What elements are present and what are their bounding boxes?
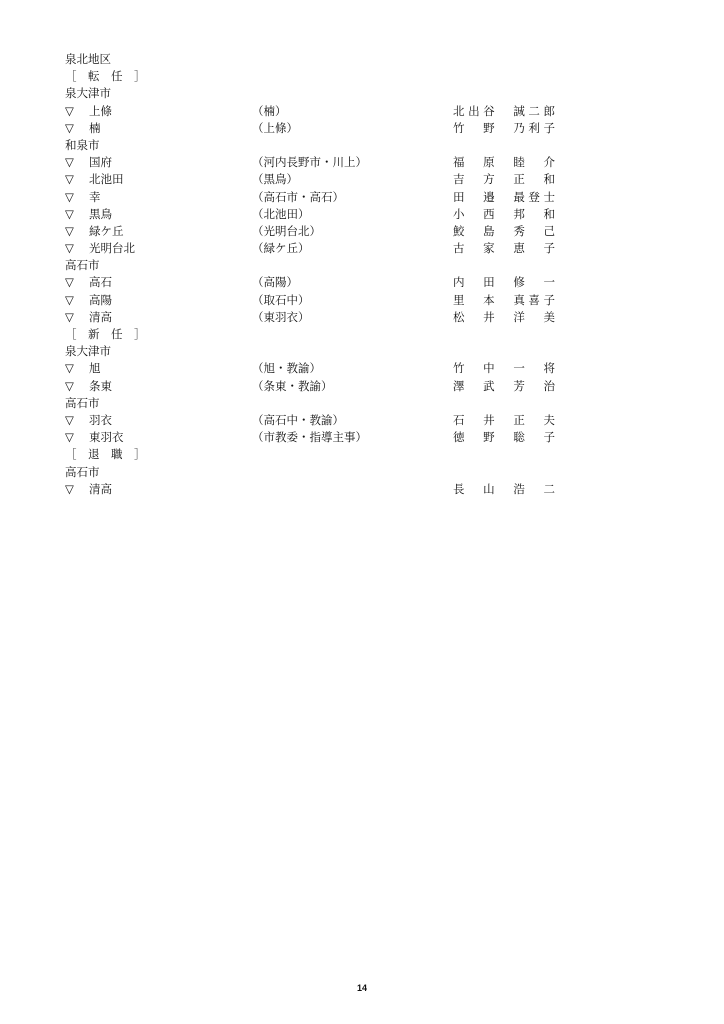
person-name: 北出谷 誠二郎: [453, 103, 555, 118]
triangle-marker-icon: ▽: [65, 309, 74, 324]
person-name: 澤 武 芳 治: [453, 378, 555, 393]
school-name: 国府: [89, 155, 112, 170]
triangle-marker-icon: ▽: [65, 292, 74, 307]
personnel-entry: [65, 412, 565, 429]
triangle-marker-icon: ▽: [65, 172, 74, 187]
triangle-marker-icon: ▽: [65, 120, 74, 135]
person-name: 吉 方 正 和: [453, 172, 555, 187]
personnel-entry: [65, 223, 565, 240]
school-name: 上條: [89, 103, 112, 118]
personnel-entry: [65, 360, 565, 377]
personnel-entry: [65, 240, 565, 257]
page-number: 14: [356, 983, 367, 993]
person-name: 長 山 浩 二: [453, 481, 555, 496]
person-name: 福 原 睦 介: [453, 155, 555, 170]
section-heading: 高石市: [65, 464, 100, 479]
personnel-entry: [65, 206, 565, 223]
school-name: 緑ケ丘: [89, 223, 124, 238]
person-name: 竹 野 乃利子: [453, 120, 555, 135]
personnel-entry: [65, 309, 565, 326]
personnel-entry: [65, 378, 565, 395]
section-heading: ［ 転 任 ］: [65, 69, 146, 84]
triangle-marker-icon: ▽: [65, 241, 74, 256]
previous-post: （旭・教諭）: [252, 361, 321, 376]
section-heading: 泉大津市: [65, 86, 111, 101]
school-name: 清高: [89, 309, 112, 324]
triangle-marker-icon: ▽: [65, 275, 74, 290]
triangle-marker-icon: ▽: [65, 223, 74, 238]
triangle-marker-icon: ▽: [65, 378, 74, 393]
person-name: 里 本 真喜子: [453, 292, 555, 307]
personnel-entry: [65, 429, 565, 446]
previous-post: （条東・教諭）: [252, 378, 333, 393]
personnel-entry: [65, 189, 565, 206]
section-heading: 泉大津市: [65, 344, 111, 359]
school-name: 楠: [89, 120, 101, 135]
school-name: 光明台北: [89, 241, 135, 256]
previous-post: （光明台北）: [252, 223, 321, 238]
person-name: 内 田 修 一: [453, 275, 555, 290]
previous-post: （上條）: [252, 120, 298, 135]
section-heading: 泉北地区: [65, 52, 111, 66]
person-name: 石 井 正 夫: [453, 412, 555, 427]
personnel-entry: [65, 154, 565, 171]
personnel-entry: [65, 481, 565, 498]
person-name: 松 井 洋 美: [453, 309, 555, 324]
triangle-marker-icon: ▽: [65, 430, 74, 445]
school-name: 旭: [89, 361, 101, 376]
section-heading: ［ 退 職 ］: [65, 447, 146, 462]
person-name: 徳 野 聡 子: [453, 430, 555, 445]
triangle-marker-icon: ▽: [65, 103, 74, 118]
person-name: 古 家 恵 子: [453, 241, 555, 256]
person-name: 田 邉 最登士: [453, 189, 555, 204]
previous-post: （高石市・高石）: [252, 189, 344, 204]
school-name: 高石: [89, 275, 112, 290]
previous-post: （楠）: [252, 103, 287, 118]
school-name: 幸: [89, 189, 101, 204]
previous-post: （東羽衣）: [252, 309, 310, 324]
previous-post: （高石中・教諭）: [252, 412, 344, 427]
school-name: 黒鳥: [89, 206, 112, 221]
section-heading: 高石市: [65, 395, 100, 410]
school-name: 高陽: [89, 292, 112, 307]
school-name: 北池田: [89, 172, 124, 187]
section-heading: 高石市: [65, 258, 100, 273]
personnel-entry: [65, 120, 565, 137]
triangle-marker-icon: ▽: [65, 361, 74, 376]
previous-post: （河内長野市・川上）: [252, 155, 367, 170]
triangle-marker-icon: ▽: [65, 155, 74, 170]
section-heading: 和泉市: [65, 137, 100, 152]
triangle-marker-icon: ▽: [65, 481, 74, 496]
personnel-entry: [65, 292, 565, 309]
personnel-list: [65, 51, 565, 498]
previous-post: （黒鳥）: [252, 172, 298, 187]
school-name: 羽衣: [89, 412, 112, 427]
school-name: 条東: [89, 378, 112, 393]
previous-post: （北池田）: [252, 206, 310, 221]
personnel-entry: [65, 103, 565, 120]
section-heading: ［ 新 任 ］: [65, 327, 146, 341]
personnel-entry: [65, 171, 565, 188]
previous-post: （高陽）: [252, 275, 298, 290]
person-name: 鮫 島 秀 己: [453, 223, 555, 238]
personnel-entry: [65, 274, 565, 291]
triangle-marker-icon: ▽: [65, 206, 74, 221]
previous-post: （緑ケ丘）: [252, 241, 310, 256]
school-name: 東羽衣: [89, 430, 124, 445]
person-name: 小 西 邦 和: [453, 206, 555, 221]
school-name: 清高: [89, 481, 112, 496]
triangle-marker-icon: ▽: [65, 412, 74, 427]
triangle-marker-icon: ▽: [65, 189, 74, 204]
previous-post: （市教委・指導主事）: [252, 430, 367, 445]
previous-post: （取石中）: [252, 292, 310, 307]
person-name: 竹 中 一 将: [453, 361, 555, 376]
